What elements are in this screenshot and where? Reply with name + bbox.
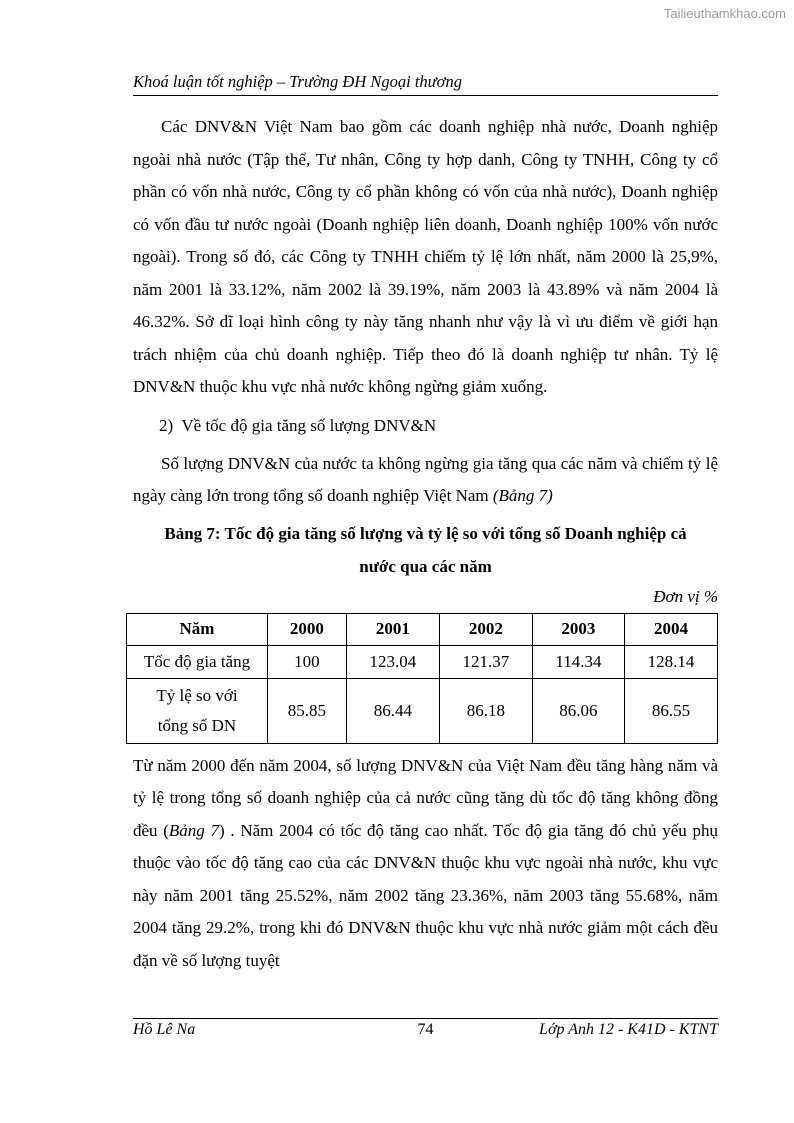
row-label-growth: Tốc độ gia tăng bbox=[127, 645, 268, 678]
footer-author: Hồ Lê Na bbox=[133, 1021, 196, 1038]
item-number: 2) bbox=[159, 415, 174, 435]
table-row bbox=[127, 645, 718, 678]
table-reference: Bảng 7 bbox=[168, 820, 220, 840]
watermark-text: Tailieuthamkhao.com bbox=[663, 6, 786, 21]
table-cell: 86.44 bbox=[346, 678, 439, 743]
table-cell: 85.85 bbox=[268, 678, 347, 743]
header-title: Khoá luận tốt nghiệp – Trường ĐH Ngoại thương bbox=[133, 72, 462, 91]
table-cell: 128.14 bbox=[624, 645, 717, 678]
table-row bbox=[127, 678, 718, 743]
table-cell: 123.04 bbox=[346, 645, 439, 678]
footer-class: Lớp Anh 12 - K41D - KTNT bbox=[539, 1021, 718, 1038]
row-label-line-1: Tỷ lệ so với bbox=[156, 685, 238, 705]
paragraph-3-part-b: ) . Năm 2004 có tốc độ tăng cao nhất. Tốc độ gia tăng đó chủ yếu phụ thuộc vào tốc độ tăng cao của các DNV&N thuộc khu vực ngoài nhà nước, khu vực này năm 2001 tăng 25.52%, năm 2002 tăng 23.36%, năm 2003 tăng 55.68%, năm 2004 tăng 29.2%, trong khi đó DNV&N thuộc khu vực nhà nước giảm một cách đều đặn về số lượng tuyệt bbox=[133, 820, 718, 970]
table-cell: 114.34 bbox=[532, 645, 624, 678]
header-cell-2000: 2000 bbox=[268, 613, 347, 645]
page-number: 74 bbox=[417, 1021, 434, 1038]
header-cell-2004: 2004 bbox=[624, 613, 717, 645]
data-table bbox=[126, 613, 718, 744]
page-body bbox=[133, 111, 718, 977]
table-cell: 121.37 bbox=[439, 645, 532, 678]
page-footer bbox=[133, 1018, 718, 1045]
numbered-item-2 bbox=[159, 410, 718, 442]
item-text: Về tốc độ gia tăng số lượng DNV&N bbox=[181, 415, 437, 435]
header-cell-2001: 2001 bbox=[346, 613, 439, 645]
unit-label: Đơn vị % bbox=[653, 586, 718, 606]
table-cell: 86.18 bbox=[439, 678, 532, 743]
paragraph-2 bbox=[133, 448, 718, 513]
paragraph-1: Các DNV&N Việt Nam bao gồm các doanh nghiệp nhà nước, Doanh nghiệp ngoài nhà nước (Tập thể, Tư nhân, Công ty hợp danh, Công ty TNHH, Công ty cổ phần có vốn nhà nước, Công ty cổ phần không có vốn của nhà nước), Doanh nghiệp có vốn đầu tư nước ngoài (Doanh nghiệp liên doanh, Doanh nghiệp 100% vốn nước ngoài). Trong số đó, các Công ty TNHH chiếm tỷ lệ lớn nhất, năm 2000 là 25,9%, năm 2001 là 33.12%, năm 2002 là 39.19%, năm 2003 là 43.89% và năm 2004 là 46.32%. Sở dĩ loại hình công ty này tăng nhanh như vậy là vì ưu điểm về giới hạn trách nhiệm của chủ doanh nghiệp. Tiếp theo đó là doanh nghiệp tư nhân. Tỷ lệ DNV&N thuộc khu vực nhà nước không ngừng giảm xuống. bbox=[133, 117, 718, 396]
header-cell-2003: 2003 bbox=[532, 613, 624, 645]
caption-line-2: nước qua các năm bbox=[359, 556, 492, 576]
table-caption bbox=[133, 517, 718, 583]
table-header-row bbox=[127, 613, 718, 645]
header-cell-2002: 2002 bbox=[439, 613, 532, 645]
paragraph-3 bbox=[133, 750, 718, 978]
table-cell: 100 bbox=[268, 645, 347, 678]
table-cell: 86.06 bbox=[532, 678, 624, 743]
row-label-line-2: tổng số DN bbox=[157, 715, 237, 735]
page-header bbox=[133, 72, 718, 96]
caption-line-1: Bảng 7: Tốc độ gia tăng số lượng và tỷ lệ so với tổng số Doanh nghiệp cả bbox=[164, 523, 687, 543]
paragraph-3-part-a: Từ năm 2000 đến năm 2004, số lượng DNV&N của Việt Nam đều tăng hàng năm và tỷ lệ trong tổng số doanh nghiệp của cả nước cũng tăng dù tốc độ tăng không đồng đều ( bbox=[133, 755, 718, 840]
row-label-ratio bbox=[127, 678, 268, 743]
table-reference: (Bảng 7) bbox=[492, 486, 553, 505]
paragraph-2-text: Số lượng DNV&N của nước ta không ngừng gia tăng qua các năm và chiếm tỷ lệ ngày càng lớn trong tổng số doanh nghiệp Việt Nam bbox=[133, 453, 718, 505]
table-cell: 86.55 bbox=[624, 678, 717, 743]
header-cell-year: Năm bbox=[127, 613, 268, 645]
